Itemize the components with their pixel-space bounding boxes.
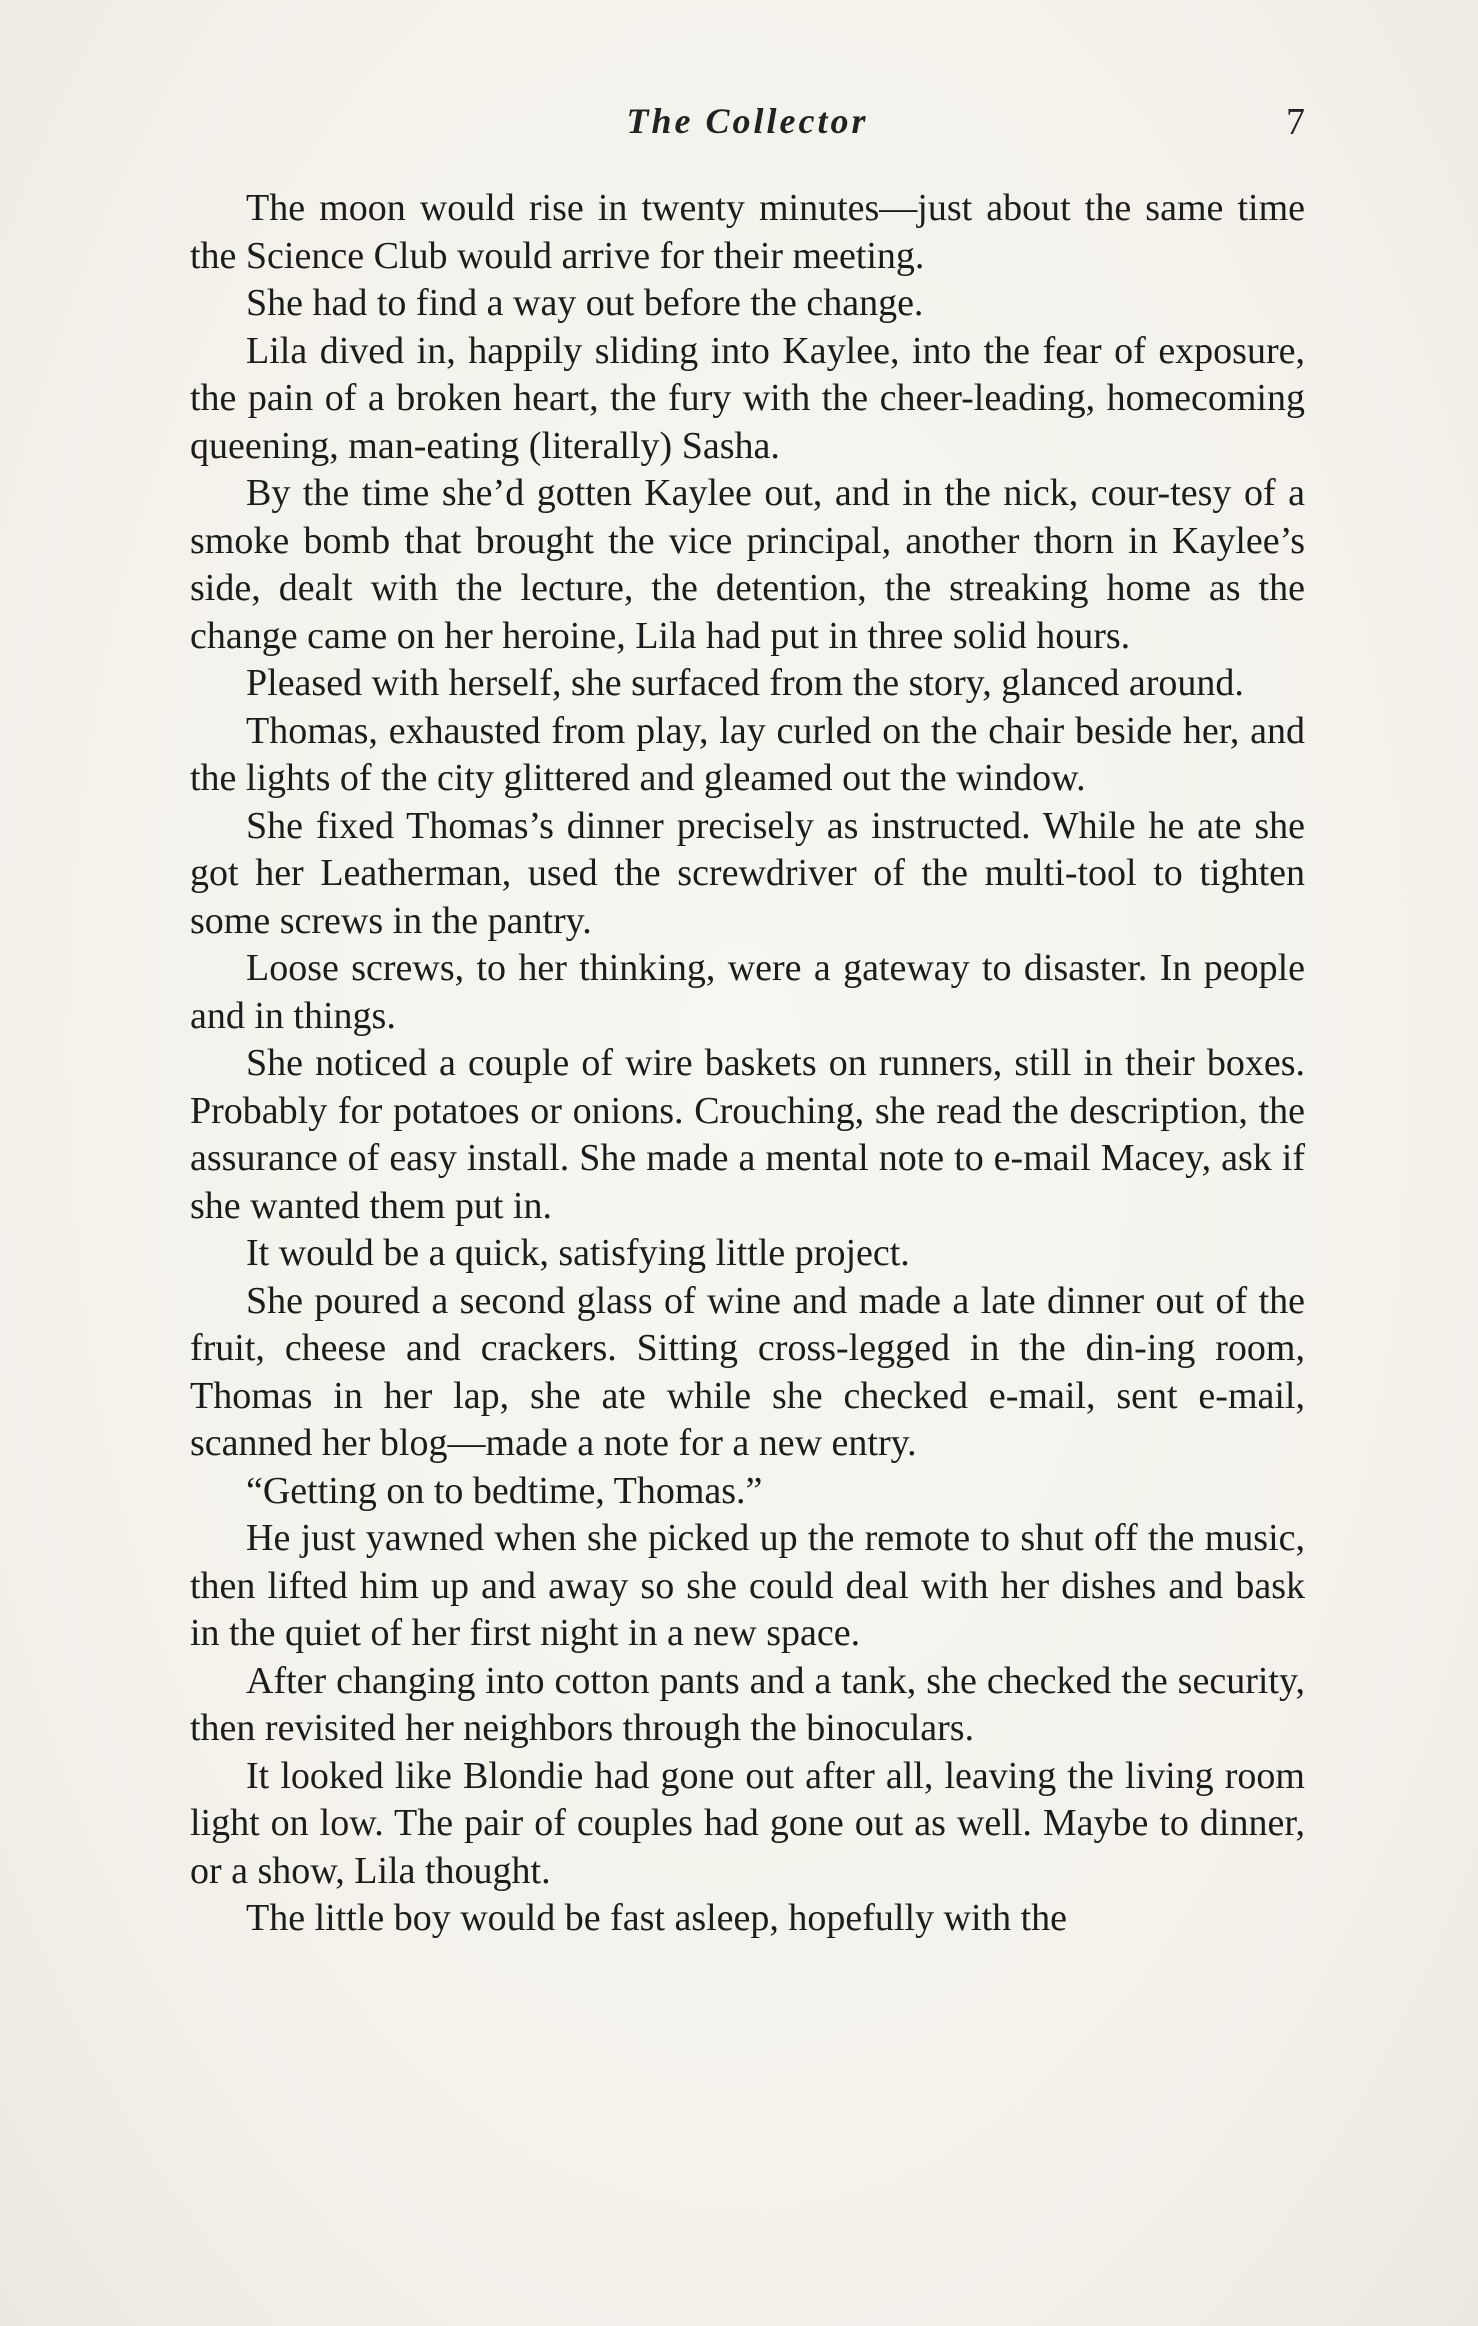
page-number: 7 [1286,101,1305,143]
paragraph: The moon would rise in twenty minutes—just about the same time the Science Club would arrive for their meeting. [190,187,1305,277]
paragraph: She noticed a couple of wire baskets on runners, still in their boxes. Probably for potatoes or onions. Crouching, she read the description, the assurance of easy install. She made a mental note to e-mail Macey, ask if she wanted them put in. [190,1042,1305,1227]
paragraph: By the time she’d gotten Kaylee out, and in the nick, cour-tesy of a smoke bomb that brought the vice principal, another thorn in Kaylee’s side, dealt with the lecture, the detention, the streaking home as the change came on her heroine, Lila had put in three solid hours. [190,472,1305,657]
paragraph: Lila dived in, happily sliding into Kaylee, into the fear of exposure, the pain of a broken heart, the fury with the cheer-leading, homecoming queening, man-eating (literally) Sasha. [190,329,1305,467]
paragraph: Loose screws, to her thinking, were a gateway to disaster. In people and in things. [190,947,1305,1037]
paragraph: She fixed Thomas’s dinner precisely as instructed. While he ate she got her Leatherman, used the screwdriver of the multi-tool to tighten some screws in the pantry. [190,804,1305,942]
paragraph: After changing into cotton pants and a tank, she checked the security, then revisited her neighbors through the binoculars. [190,1659,1305,1749]
paragraph: She poured a second glass of wine and made a late dinner out of the fruit, cheese and crackers. Sitting cross-legged in the din-ing room, Thomas in her lap, she ate while she checked e-mail, sent e-mail, scanned her blog—made a note for a new entry. [190,1279,1305,1464]
paragraph: “Getting on to bedtime, Thomas.” [246,1469,763,1512]
paragraph: He just yawned when she picked up the remote to shut off the music, then lifted him up and away so she could deal with her dishes and bask in the quiet of her first night in a new space. [190,1517,1305,1654]
paragraph: Thomas, exhausted from play, lay curled on the chair beside her, and the lights of the city glittered and gleamed out the window. [190,709,1305,799]
body-text [190,185,1305,1943]
paragraph: The little boy would be fast asleep, hopefully with the [246,1897,1068,1939]
running-head [190,92,1305,152]
paragraph: It looked like Blondie had gone out after all, leaving the living room light on low. The pair of couples had gone out as well. Maybe to dinner, or a show, Lila thought. [190,1754,1305,1892]
paragraph: It would be a quick, satisfying little project. [246,1232,910,1274]
running-title: The Collector [626,101,869,141]
paragraph: She had to find a way out before the change. [246,282,924,324]
paragraph: Pleased with herself, she surfaced from the story, glanced around. [246,662,1244,704]
